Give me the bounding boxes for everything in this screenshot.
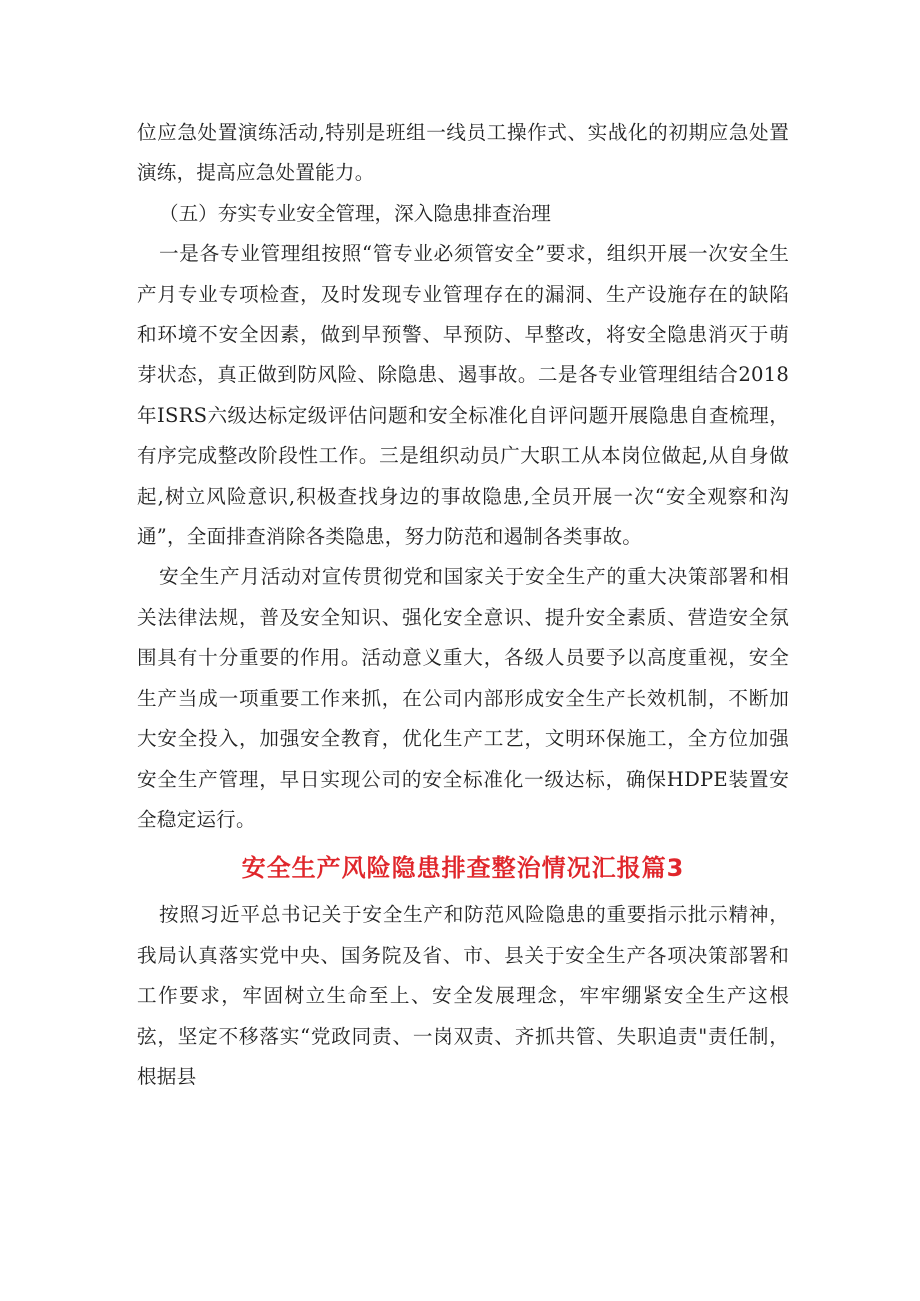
paragraph-hazard-inspection: 一是各专业管理组按照“管专业必须管安全”要求，组织开展一次安全生产月专业专项检查，及时发现专业管理存在的漏洞、生产设施存在的缺陷和环境不安全因素，做到早预警、早预防、早整改，将安全隐患消灭于萌芽状态，真正做到防风险、除隐患、遏事故。二是各专业管理组结合2018年ISRS六级达标定级评估问题和安全标准化自评问题开展隐患自查梳理，有序完成整改阶段性工作。三是组织动员广大职工从本岗位做起,从自身做起,树立风险意识,积极查找身边的事故隐患,全员开展一次“安全观察和沟通”，全面排查消除各类隐患，努力防范和遏制各类事故。 xyxy=(137,242,789,549)
report-title: 安全生产风险隐患排查整治情况汇报篇3 xyxy=(241,854,685,883)
paragraph-drill-continuation: 位应急处置演练活动,特别是班组一线员工操作式、实战化的初期应急处置演练，提高应急处置能力。 xyxy=(137,121,789,185)
paragraph-safety-month-significance: 安全生产月活动对宣传贯彻党和国家关于安全生产的重大决策部署和相关法律法规，普及安全知识、强化安全意识、提升安全素质、营造安全氛围具有十分重要的作用。活动意义重大，各级人员要予以高度重视，安全生产当成一项重要工作来抓，在公司内部形成安全生产长效机制，不断加大安全投入，加强安全教育，优化生产工艺，文明环保施工，全方位加强安全生产管理，早日实现公司的安全标准化一级达标，确保HDPE装置安全稳定运行。 xyxy=(137,565,789,831)
paragraph-report-intro: 按照习近平总书记关于安全生产和防范风险隐患的重要指示批示精神，我局认真落实党中央、国务院及省、市、县关于安全生产各项决策部署和工作要求，牢固树立生命至上、安全发展理念，牢牢绷紧安全生产这根弦，坚定不移落实“党政同责、一岗双责、齐抓共管、失职追责"责任制，根据县 xyxy=(137,903,789,1088)
document-page xyxy=(137,113,789,1097)
section-heading-five: （五）夯实专业安全管理，深入隐患排查治理 xyxy=(159,201,551,225)
